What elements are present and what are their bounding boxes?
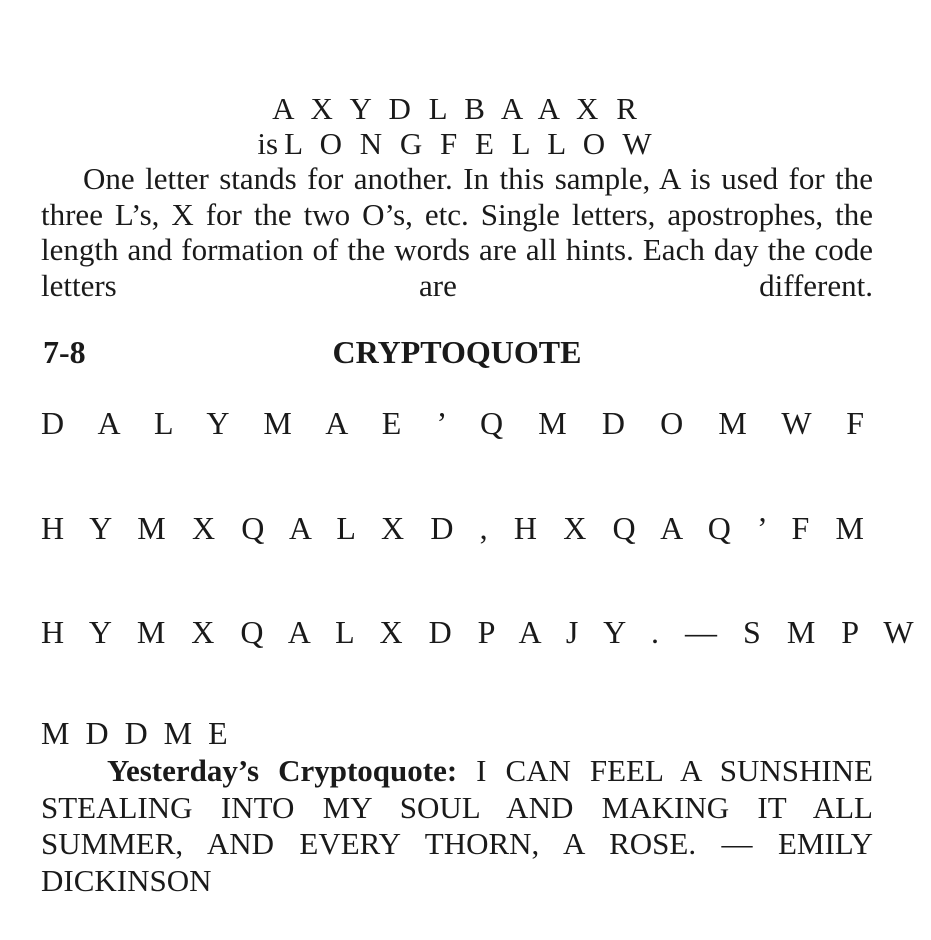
example-decoded-line bbox=[41, 126, 873, 161]
yesterday-answer-label: Yesterday’s Cryptoquote: bbox=[107, 753, 458, 788]
cipher-line-4: M D D M E bbox=[41, 715, 232, 751]
puzzle-header bbox=[41, 334, 873, 374]
example-is-word: is bbox=[257, 126, 279, 161]
puzzle-number: 7-8 bbox=[43, 334, 86, 370]
cipher-line-2: H Y M X Q A L X D , H X Q A Q ’ F M bbox=[41, 510, 873, 546]
example-decoded-word: L O N G F E L L O W bbox=[284, 126, 657, 161]
cryptoquote-page bbox=[41, 0, 923, 940]
yesterday-answer bbox=[41, 753, 873, 899]
instructions-paragraph: One letter stands for another. In this sample, A is used for the three L’s, X for the two O’s, etc. Single letters, apostrophes, the length and formation of the words are all hints. Each day the code letters are different. bbox=[41, 161, 873, 303]
yesterday-answer-text: I CAN FEEL A SUNSHINE STEALING INTO MY SOUL AND MAKING IT ALL SUMMER, AND EVERY THORN, A ROSE. — EMILY DICKINSON bbox=[41, 753, 873, 898]
cipher-line-1: D A L Y M A E ’ Q M D O M W F bbox=[41, 405, 873, 441]
example-coded-word: A X Y D L B A A X R bbox=[272, 91, 642, 126]
cipher-line-3: H Y M X Q A L X D P A J Y . — S M P W bbox=[41, 614, 923, 650]
puzzle-title: CRYPTOQUOTE bbox=[332, 334, 582, 370]
